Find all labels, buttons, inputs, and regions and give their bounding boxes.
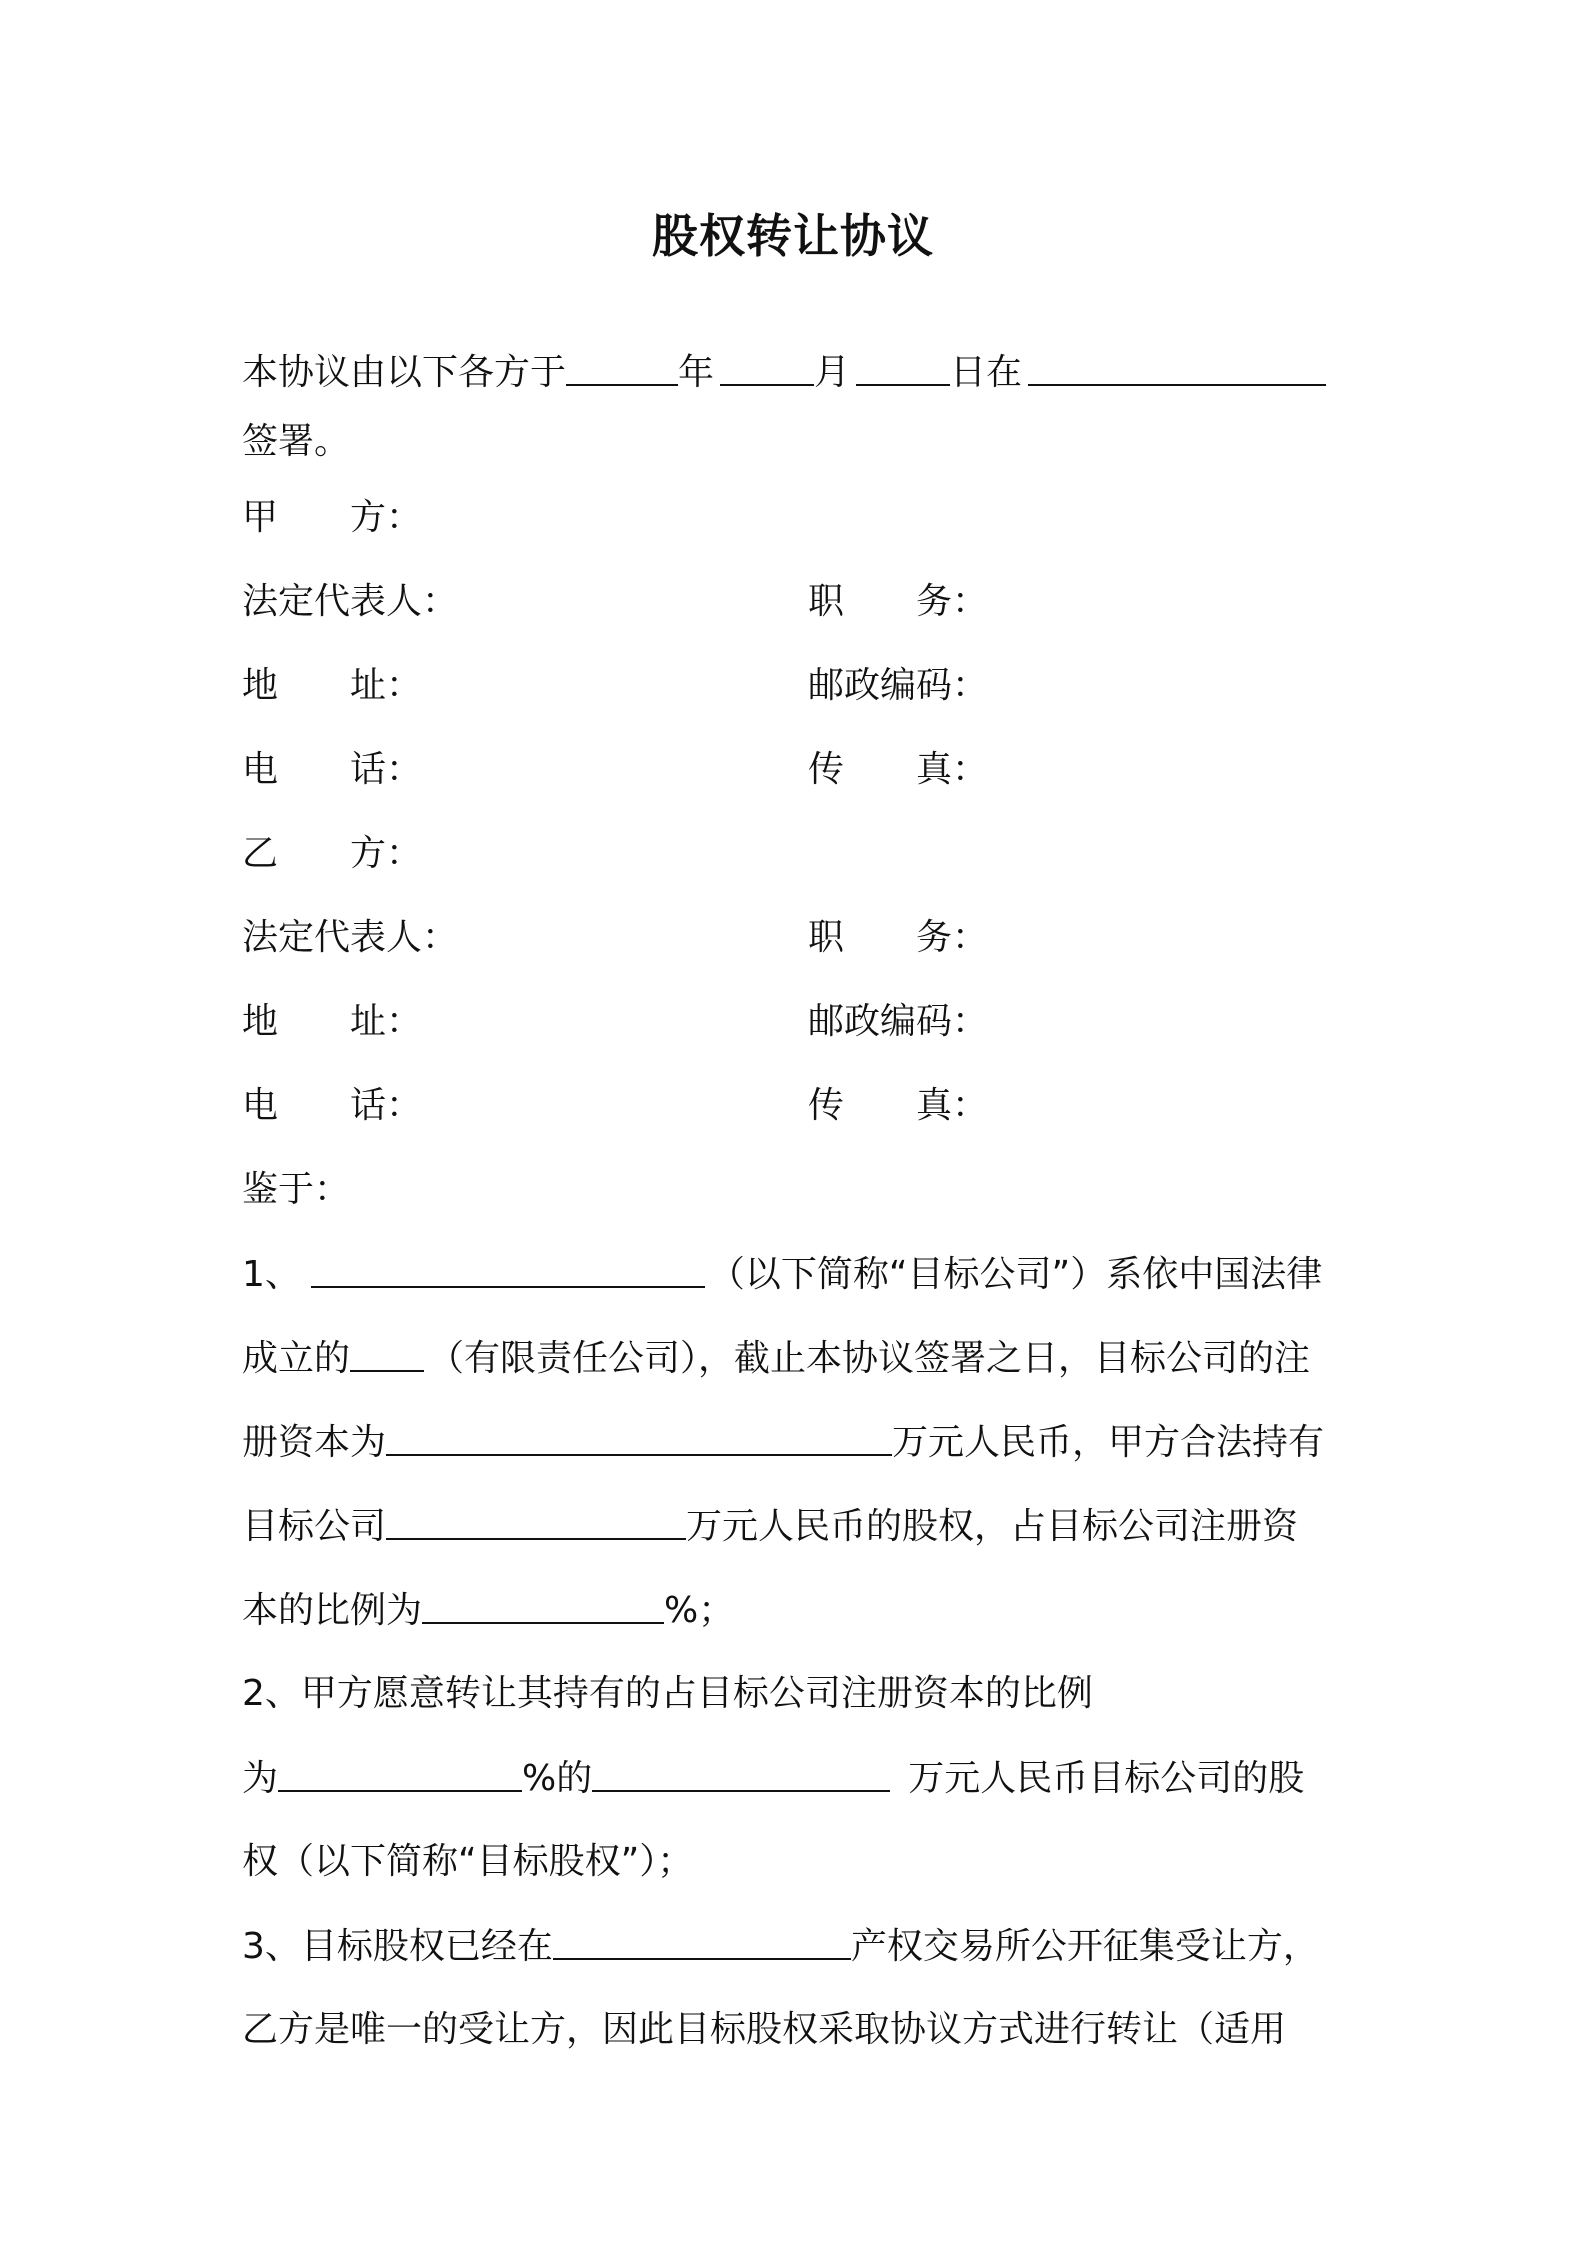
party-b-rep: 法定代表人： — [242, 917, 459, 958]
company-name-blank[interactable] — [311, 1250, 705, 1288]
clause2-line2 — [242, 1754, 1304, 1803]
clause1-line2-prefix: 成立的 — [242, 1338, 351, 1379]
clause1-line3 — [242, 1418, 1324, 1467]
document-title: 股权转让协议 — [652, 209, 934, 263]
clause1-line5 — [242, 1586, 734, 1635]
party-a-phone: 电 话： — [242, 749, 423, 790]
party-b-address: 地 址： — [242, 1001, 423, 1042]
clause1-line4 — [242, 1502, 1298, 1551]
clause2-line1: 2、甲方愿意转让其持有的占目标公司注册资本的比例 — [242, 1673, 1093, 1714]
clause3-line1-text: 产权交易所公开征集受让方， — [850, 1926, 1319, 1967]
party-b-position: 职 务： — [808, 917, 989, 958]
party-a-label: 甲 方： — [242, 497, 423, 538]
party-a-fax: 传 真： — [808, 749, 989, 790]
intro-line — [242, 348, 1326, 397]
party-b-fax: 传 真： — [808, 1085, 989, 1126]
clause1-line2-text: （有限责任公司），截止本协议签署之日，目标公司的注 — [428, 1338, 1311, 1379]
registered-capital-blank[interactable] — [386, 1418, 892, 1456]
held-capital-blank[interactable] — [386, 1502, 686, 1540]
month-blank[interactable] — [720, 348, 814, 386]
clause1-number: 1、 — [242, 1254, 301, 1295]
place-blank[interactable] — [1028, 348, 1326, 386]
clause3-line1-prefix: 3、目标股权已经在 — [242, 1926, 553, 1967]
month-label: 月 — [814, 352, 851, 393]
clause1-line3-text: 万元人民币，甲方合法持有 — [892, 1422, 1325, 1463]
clause2-line2-mid: %的 — [522, 1758, 593, 1799]
transfer-amount-blank[interactable] — [592, 1754, 890, 1792]
clause1-line3-prefix: 册资本为 — [242, 1422, 387, 1463]
party-a-postcode: 邮政编码： — [808, 665, 989, 706]
day-blank[interactable] — [856, 348, 950, 386]
ratio-blank[interactable] — [422, 1586, 664, 1624]
party-b-label: 乙 方： — [242, 833, 423, 874]
party-b-phone: 电 话： — [242, 1085, 423, 1126]
clause2-line2-prefix: 为 — [242, 1758, 279, 1799]
party-a-position: 职 务： — [808, 581, 989, 622]
clause1-line5-prefix: 本的比例为 — [242, 1590, 423, 1631]
year-blank[interactable] — [566, 348, 678, 386]
clause2-line3: 权（以下简称“目标股权”）； — [242, 1841, 694, 1882]
clause1-line1-text: （以下简称“目标公司”）系依中国法律 — [708, 1254, 1323, 1295]
day-label: 日在 — [950, 352, 1023, 393]
transfer-ratio-blank[interactable] — [278, 1754, 522, 1792]
clause1-line5-text: %； — [664, 1590, 735, 1631]
intro-text: 本协议由以下各方于 — [242, 352, 567, 393]
intro-signed: 签署。 — [242, 421, 351, 462]
party-b-postcode: 邮政编码： — [808, 1001, 989, 1042]
clause1-line2 — [242, 1334, 1310, 1383]
party-a-address: 地 址： — [242, 665, 423, 706]
year-label: 年 — [678, 352, 715, 393]
clause1-line1 — [242, 1250, 1322, 1299]
clause1-line4-text: 万元人民币的股权，占目标公司注册资 — [686, 1506, 1299, 1547]
clause1-line4-prefix: 目标公司 — [242, 1506, 387, 1547]
exchange-name-blank[interactable] — [553, 1922, 851, 1960]
clause3-line1 — [242, 1922, 1319, 1971]
whereas-heading: 鉴于： — [242, 1169, 351, 1210]
clause3-line2: 乙方是唯一的受让方，因此目标股权采取协议方式进行转让（适用 — [242, 2009, 1287, 2050]
clause2-line2-text: 万元人民币目标公司的股 — [908, 1758, 1305, 1799]
company-type-blank[interactable] — [350, 1334, 424, 1372]
party-a-rep: 法定代表人： — [242, 581, 459, 622]
